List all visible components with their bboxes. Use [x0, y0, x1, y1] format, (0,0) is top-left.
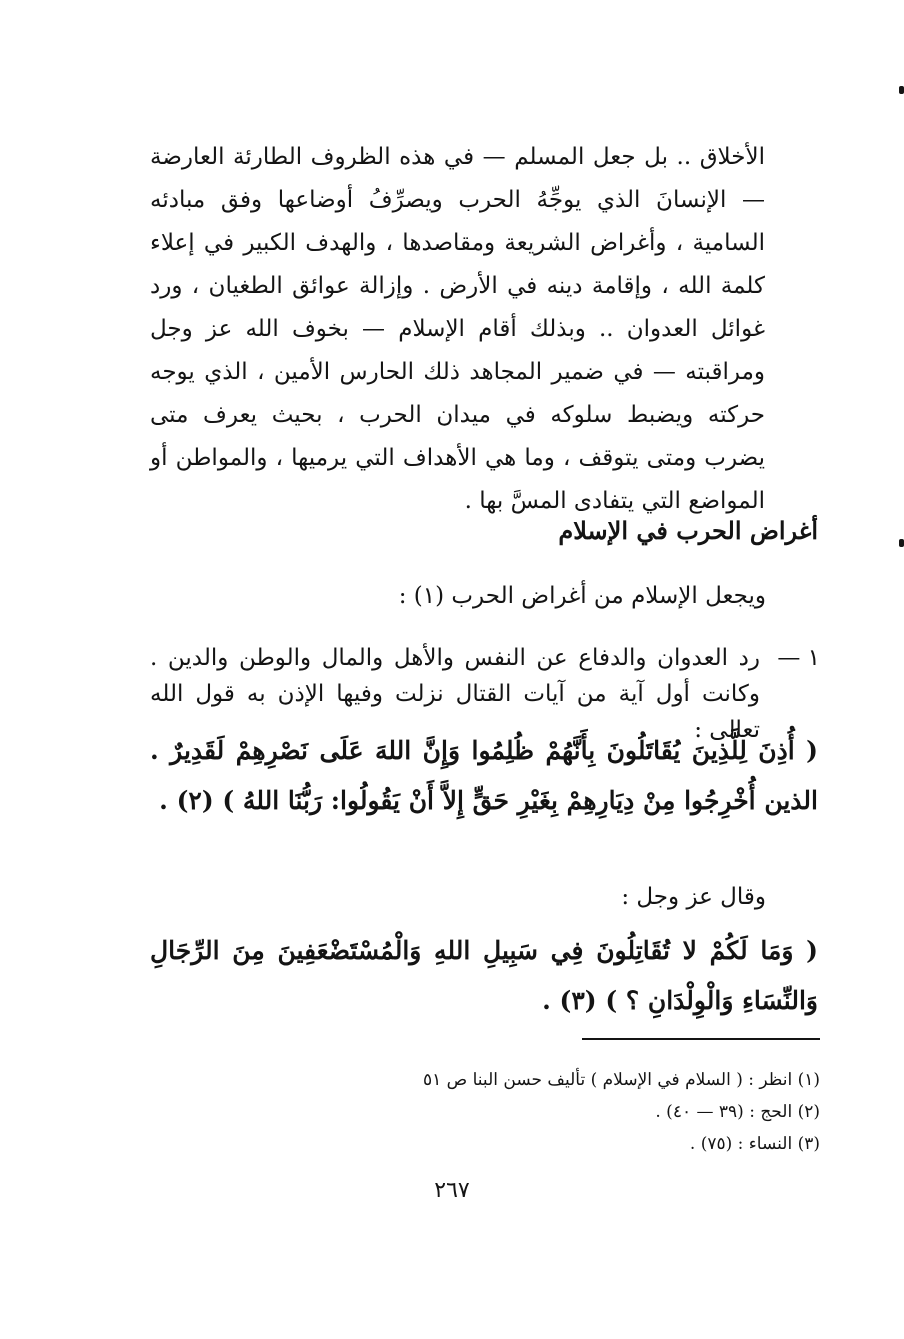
- section-heading: أغراض الحرب في الإسلام: [558, 516, 818, 545]
- intro-line: ويجعل الإسلام من أغراض الحرب (١) :: [398, 583, 766, 609]
- page-number: ٢٦٧: [434, 1178, 470, 1203]
- footnote-1: (١) انظر : ( السلام في الإسلام ) تأليف حسن البنا ص ٥١: [423, 1070, 820, 1090]
- scan-mark: [899, 86, 904, 94]
- footnote-2: (٢) الحج : (٣٩ — ٤٠) .: [655, 1102, 820, 1122]
- footnotes: [140, 1064, 820, 1160]
- quran-verse-1: ( أُذِنَ لِلَّذِينَ يُقَاتَلُونَ بِأَنَّهُمْ ظُلِمُوا وَإِنَّ اللهَ عَلَى نَصْرِهِمْ لَقَدِيرٌ . الذين أُخْرِجُوا مِنْ دِيَارِهِمْ بِغَيْرِ حَقٍّ إِلاَّ أَنْ يَقُولُوا: رَبُّنَا اللهُ ) (٢) .: [150, 736, 818, 815]
- footnote-3: (٣) النساء : (٧٥) .: [689, 1134, 820, 1154]
- quran-verse-2: ( وَمَا لَكُمْ لا تُقَاتِلُونَ فِي سَبِيلِ اللهِ وَالْمُسْتَضْعَفِينَ مِنَ الرِّجَالِ وَالنِّسَاءِ وَالْوِلْدَانِ ؟ ) (٣) .: [150, 936, 818, 1015]
- list-item-text: رد العدوان والدفاع عن النفس والأهل والمال والوطن والدين . وكانت أول آية من آيات القتال نزلت وفيها الإذن به قول الله تعالى :: [150, 645, 760, 743]
- scan-mark: [899, 539, 904, 547]
- footnote-divider: [582, 1038, 820, 1040]
- list-item-number: ١ —: [777, 645, 820, 671]
- body-paragraph: الأخلاق .. بل جعل المسلم — في هذه الظروف الطارئة العارضة — الإنسانَ الذي يوجِّهُ الحرب ويصرِّفُ أوضاعها وفق مبادئه السامية ، وأغراض الشريعة ومقاصدها ، والهدف الكبير في إعلاء كلمة الله ، وإقامة دينه في الأرض . وإزالة عوائق الطغيان ، ورد غوائل العدوان .. وبذلك أقام الإسلام — بخوف الله عز وجل ومراقبته — في ضمير المجاهد ذلك الحارس الأمين ، الذي يوجه حركته ويضبط سلوكه في ميدان الحرب ، بحيث يعرف متى يضرب ومتى يتوقف ، وما هي الأهداف التي يرميها ، والمواطن أو المواضع التي يتفادى المسَّ بها .: [150, 144, 765, 514]
- said-line: وقال عز وجل :: [621, 884, 766, 910]
